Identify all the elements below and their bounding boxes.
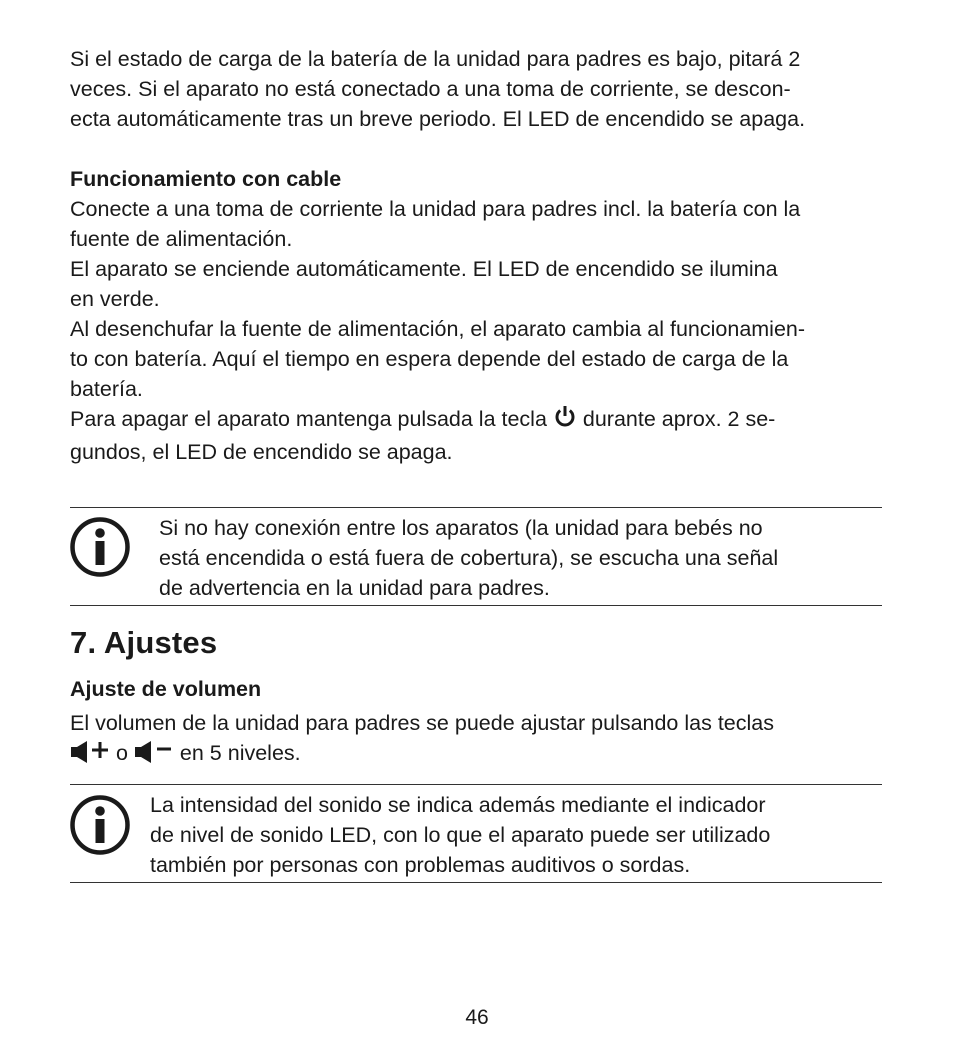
section-title: 7. Ajustes — [70, 625, 218, 660]
note1-line-1: Si no hay conexión entre los aparatos (la unidad para bebés no — [159, 516, 763, 540]
note1-line-3: de advertencia en la unidad para padres. — [159, 576, 550, 600]
cable-line-9: gundos, el LED de encendido se apaga. — [70, 440, 453, 464]
volume-line-2 — [70, 738, 882, 771]
cable-line-8-start: Para apagar el aparato mantenga pulsada la tecla — [70, 407, 547, 431]
cable-line-4: en verde. — [70, 287, 160, 311]
volume-or: o — [115, 741, 128, 765]
cable-line-3: El aparato se enciende automáticamente. El LED de encendido se ilumina — [70, 257, 778, 281]
info-icon — [70, 795, 130, 855]
cable-line-5: Al desenchufar la fuente de alimentación, el aparato cambia al funcionamien- — [70, 317, 806, 341]
cable-line-1: Conecte a una toma de corriente la unidad para padres incl. la batería con la — [70, 197, 801, 221]
volume-up-icon — [70, 741, 110, 771]
page-number: 46 — [465, 1006, 489, 1029]
cable-line-6: to con batería. Aquí el tiempo en espera depende del estado de carga de la — [70, 347, 789, 371]
cable-line-7: batería. — [70, 377, 143, 401]
volume-line-2-end: en 5 niveles. — [179, 741, 301, 765]
intro-line-3: ecta automáticamente tras un breve periodo. El LED de encendido se apaga. — [70, 107, 806, 131]
cable-line-8-end: durante aprox. 2 se- — [582, 407, 776, 431]
note2-line-3: también por personas con problemas auditivos o sordas. — [150, 853, 691, 877]
volume-heading: Ajuste de volumen — [70, 677, 262, 701]
note1-line-2: está encendida o está fuera de cobertura), se escucha una señal — [159, 546, 779, 570]
info-note-sound-level — [70, 784, 882, 883]
info-icon — [70, 517, 130, 577]
cable-line-2: fuente de alimentación. — [70, 227, 293, 251]
note2-line-2: de nivel de sonido LED, con lo que el aparato puede ser utilizado — [150, 823, 771, 847]
power-icon — [553, 405, 577, 437]
page-content — [70, 44, 882, 883]
volume-down-icon — [134, 741, 174, 771]
intro-line-1: Si el estado de carga de la batería de la unidad para padres es bajo, pitará 2 — [70, 47, 801, 71]
cable-heading: Funcionamiento con cable — [70, 167, 342, 191]
note2-line-1: La intensidad del sonido se indica además mediante el indicador — [150, 793, 766, 817]
info-note-connection — [70, 507, 882, 606]
intro-line-2: veces. Si el aparato no está conectado a una toma de corriente, se descon- — [70, 77, 791, 101]
cable-line-8 — [70, 404, 882, 437]
volume-line-1: El volumen de la unidad para padres se puede ajustar pulsando las teclas — [70, 711, 774, 735]
